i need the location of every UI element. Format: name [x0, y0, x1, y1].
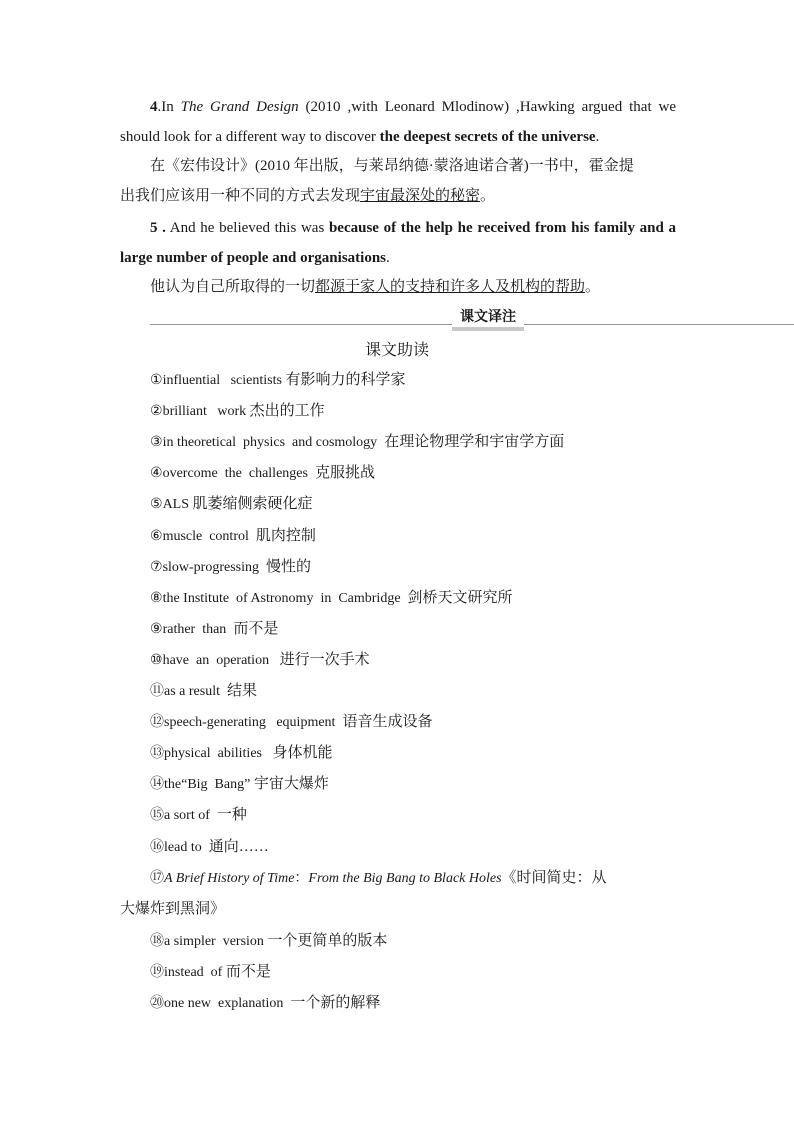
vocab-english: brilliant work	[162, 404, 250, 420]
vocab-separator: ：	[294, 871, 309, 886]
vocab-mark: ⑧	[150, 590, 163, 606]
vocab-chinese: 肌萎缩侧索硬化症	[192, 496, 313, 513]
item-5-number: 5 .	[150, 220, 166, 236]
vocab-mark: ⑫	[150, 715, 164, 731]
vocab-mark: ⑪	[150, 684, 164, 699]
item-5-chinese	[150, 277, 600, 297]
item-4-chinese-line-1: 在《宏伟设计》(2010 年出版，与莱昂纳德·蒙洛迪诺合著)一书中，霍金提	[150, 158, 634, 174]
vocab-mark: ⑭	[150, 777, 164, 793]
book-title: The Grand Design	[180, 99, 299, 115]
vocab-chinese: 杰出的工作	[249, 403, 325, 420]
vocab-english: as a result	[164, 684, 227, 699]
vocab-item	[150, 557, 311, 578]
item-5-english	[120, 213, 676, 273]
vocab-item-17	[150, 868, 607, 889]
vocab-chinese: 肌肉控制	[255, 527, 316, 544]
vocab-chinese: 语音生成设备	[342, 714, 433, 731]
vocab-item	[150, 619, 278, 640]
vocab-mark: ③	[150, 435, 163, 451]
vocab-chinese: 身体机能	[272, 745, 333, 762]
vocab-mark: ⑯	[150, 839, 164, 855]
vocab-mark: ⑰	[150, 871, 164, 886]
vocab-mark: ⑲	[150, 965, 164, 980]
item-4-cn-post: 。	[480, 188, 496, 204]
vocab-item	[150, 837, 269, 858]
vocab-book-subtitle: From the Big Bang to Black Holes	[308, 871, 502, 886]
vocab-item	[150, 931, 387, 952]
section-title: 课文助读	[364, 342, 429, 359]
item-4-chinese-line-2	[120, 186, 495, 206]
vocab-item	[150, 494, 313, 515]
vocab-cn: 《时间简史：从	[501, 870, 607, 886]
item-5-cn-post: 。	[585, 279, 601, 295]
vocab-english: in theoretical physics and cosmology	[162, 435, 385, 451]
vocab-item	[150, 743, 333, 764]
vocab-chinese: 一种	[216, 807, 247, 824]
vocab-chinese: 克服挑战	[314, 465, 375, 482]
vocab-english: physical abilities	[164, 746, 273, 762]
vocab-item	[150, 370, 405, 391]
vocab-item	[150, 712, 432, 733]
item-5-text-b: .	[386, 250, 390, 266]
vocab-english: instead of	[164, 965, 226, 980]
vocab-english: overcome the challenges	[162, 466, 315, 482]
vocab-english: a simpler version	[164, 934, 268, 949]
vocab-mark: ⑱	[150, 934, 164, 949]
vocab-item	[150, 962, 271, 983]
item-4-text-b: (2010 ,with Leonard Mlodinow) ,Hawking argued that we should look for a different way to discover	[120, 99, 677, 145]
vocab-chinese: 慢性的	[266, 558, 312, 575]
item-5-text-a: And he believed this was	[165, 220, 329, 236]
vocab-cn-cont: 大爆炸到黑洞》	[120, 901, 226, 917]
item-4-text-a: .In	[157, 99, 181, 115]
vocab-chinese: 而不是	[225, 964, 271, 980]
item-5-cn-pre: 他认为自己所取得的一切	[150, 279, 316, 295]
item-4-key-phrase: the deepest secrets of the universe	[379, 129, 596, 145]
vocab-chinese: 通向……	[208, 838, 269, 855]
item-4-english	[120, 92, 676, 152]
vocab-mark: ⑳	[150, 996, 164, 1011]
vocab-mark: ⑨	[150, 621, 163, 637]
vocab-english: influential scientists	[162, 373, 286, 388]
vocab-mark: ⑩	[150, 652, 163, 668]
vocab-english: have an operation	[162, 652, 280, 668]
vocab-chinese: 宇宙大爆炸	[253, 776, 329, 793]
vocab-english: a sort of	[164, 808, 217, 824]
vocab-mark: ⑬	[150, 746, 164, 762]
vocab-chinese: 结果	[226, 683, 257, 699]
vocab-item	[150, 681, 257, 702]
vocab-mark: ②	[150, 404, 163, 420]
vocab-chinese: 有影响力的科学家	[285, 372, 406, 388]
item-5-key-phrase: because of the help he received from his family and a large number of people and organisations	[120, 220, 676, 266]
vocab-chinese: 剑桥天文研究所	[407, 589, 513, 606]
vocab-english: slow‑progressing	[162, 559, 266, 575]
vocab-english: one new explanation	[164, 996, 291, 1011]
vocab-english: lead to	[164, 839, 209, 855]
vocab-book-title: A Brief History of Time	[164, 871, 295, 886]
vocab-chinese: 在理论物理学和宇宙学方面	[384, 434, 565, 451]
vocab-item	[150, 774, 329, 795]
vocab-item	[150, 588, 513, 609]
vocab-item	[150, 993, 380, 1014]
vocab-item	[150, 432, 564, 453]
vocab-mark: ⑤	[150, 497, 163, 513]
section-tag: 课文译注	[452, 309, 524, 331]
vocab-chinese: 一个新的解释	[290, 995, 381, 1011]
vocab-english: ALS	[162, 497, 193, 513]
vocab-english: the“Big Bang”	[164, 777, 254, 793]
vocab-mark: ⑮	[150, 808, 164, 824]
vocab-english: muscle control	[162, 528, 256, 544]
vocab-chinese: 而不是	[233, 620, 279, 637]
vocab-item	[150, 526, 316, 547]
item-5-cn-underlined: 都源于家人的支持和许多人及机构的帮助	[315, 279, 586, 295]
vocab-item-17-cont	[120, 899, 225, 920]
vocab-chinese: 一个更简单的版本	[267, 933, 388, 949]
vocab-item	[150, 401, 325, 422]
vocab-chinese: 进行一次手术	[279, 651, 370, 668]
vocab-english: the Institute of Astronomy in Cambridge	[162, 590, 408, 606]
vocab-english: rather than	[162, 621, 234, 637]
vocab-item	[150, 805, 247, 826]
vocab-english: speech‑generating equipment	[164, 715, 343, 731]
item-4-cn-pre: 出我们应该用一种不同的方式去发现	[120, 188, 361, 204]
vocab-mark: ⑥	[150, 528, 163, 544]
vocab-mark: ⑦	[150, 559, 163, 575]
item-4-cn-underlined: 宇宙最深处的秘密	[360, 188, 481, 204]
item-4-text-c: .	[595, 129, 600, 145]
vocab-mark: ④	[150, 466, 163, 482]
vocab-mark: ①	[150, 373, 163, 388]
item-4-number: 4	[150, 99, 158, 115]
vocab-item	[150, 463, 375, 484]
vocab-item	[150, 650, 370, 671]
